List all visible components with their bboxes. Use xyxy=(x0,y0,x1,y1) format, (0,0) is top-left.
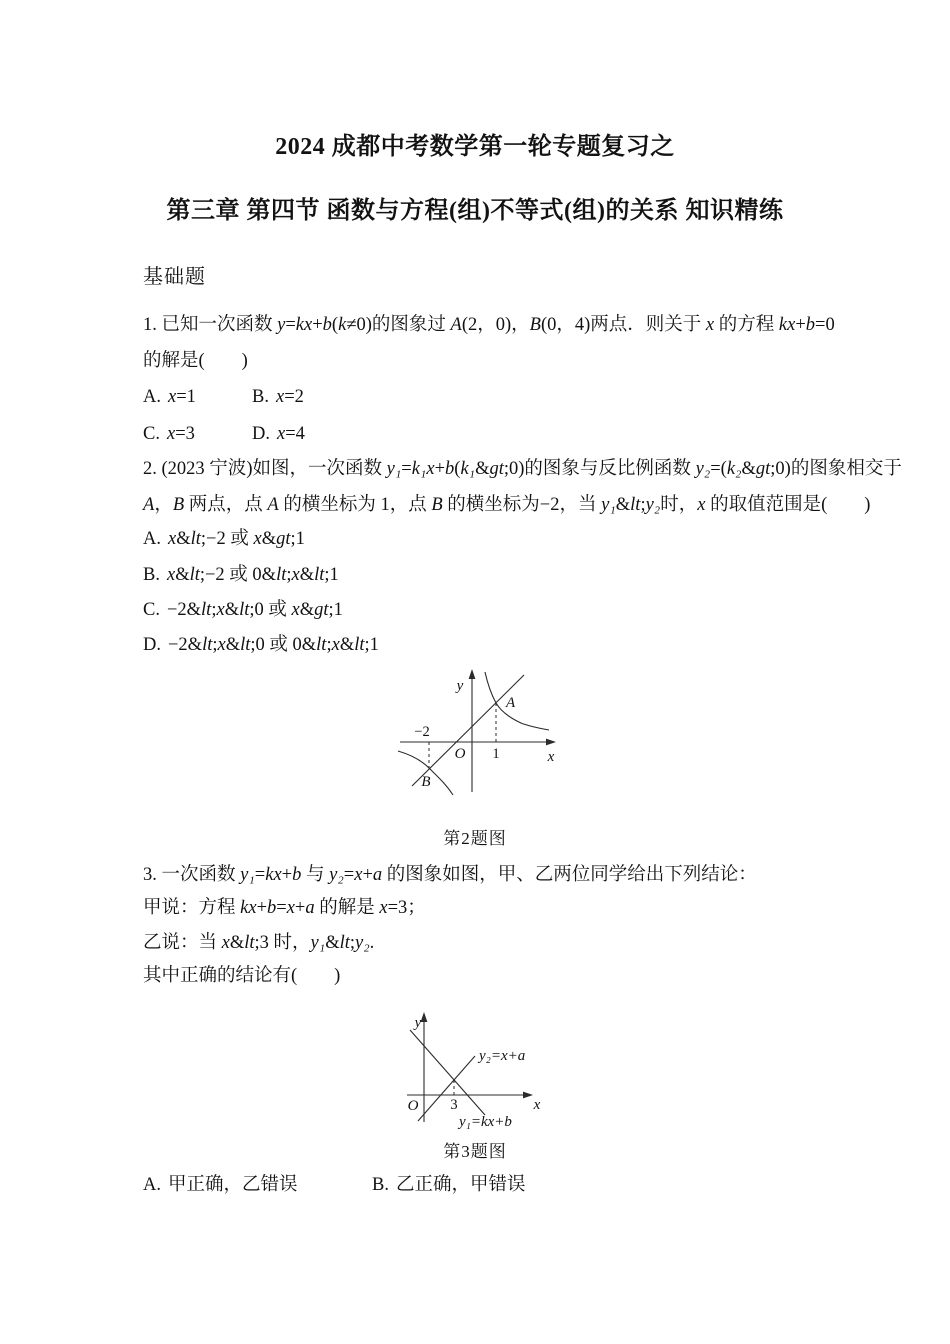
problem3-line4: 其中正确的结论有( ) xyxy=(143,966,341,986)
problem3-option-b xyxy=(372,1176,525,1195)
x-axis-arrow-icon xyxy=(546,739,556,746)
problem1-option-c xyxy=(143,425,195,444)
problem2-option-d xyxy=(143,636,379,655)
line-y2 xyxy=(418,1056,475,1121)
figure2-caption: 第2题图 xyxy=(443,829,507,848)
y-axis-arrow-icon xyxy=(469,669,476,679)
problem2-line2: A，B 两点，点 A 的横坐标为 1，点 B 的横坐标为−2，当 y₁&lt;y₂时，x 的取值范围是( ) xyxy=(143,495,871,515)
problem2-option-c xyxy=(143,601,343,620)
option-label: C. xyxy=(143,424,160,444)
option-label: B. xyxy=(252,387,269,407)
y-axis-label: y xyxy=(414,1015,422,1031)
option-label: C. xyxy=(143,600,160,620)
option-text: 甲正确，乙错误 xyxy=(168,1175,298,1195)
problem1-line2: 的解是( ) xyxy=(143,351,248,371)
tick-neg2: −2 xyxy=(414,724,430,740)
option-text: x&lt;−2 或 x&gt;1 xyxy=(168,529,305,549)
origin-label: O xyxy=(407,1098,419,1114)
x-axis-label: x xyxy=(533,1097,541,1113)
section-heading: 基础题 xyxy=(143,266,206,288)
option-text: x&lt;−2 或 0&lt;x&lt;1 xyxy=(166,565,339,585)
point-a-label: A xyxy=(506,695,516,711)
figure3-caption: 第3题图 xyxy=(443,1142,507,1161)
tick-3: 3 xyxy=(450,1097,458,1113)
option-text: x=3 xyxy=(166,424,195,444)
option-label: D. xyxy=(252,424,270,444)
option-text: 乙正确，甲错误 xyxy=(395,1175,526,1195)
problem2-option-a xyxy=(143,530,305,549)
problem2-number: 2. (2023 xyxy=(143,459,210,479)
problem2-source: 宁波 xyxy=(209,457,247,478)
problem2-line1-rest: )如图，一次函数 y₁=k₁x+b(k₁&gt;0)的图象与反比例函数 y₂=(k₂&gt;0)的图象相交于 xyxy=(246,459,902,479)
page-title: 2024 成都中考数学第一轮专题复习之 xyxy=(275,134,675,160)
hyperbola-branch-q1 xyxy=(485,672,549,730)
option-text: x=4 xyxy=(277,424,305,444)
x-axis-label: x xyxy=(547,749,555,765)
tick-1: 1 xyxy=(492,746,500,762)
problem3-line3: 乙说：当 x&lt;3 时，y₁&lt;y₂. xyxy=(143,933,375,953)
problem1-line1: 1. 已知一次函数 y=kx+b(k≠0)的图象过 A(2，0)，B(0，4)两点．则关于 x 的方程 kx+b=0 xyxy=(143,315,835,335)
page-subtitle: 第三章 第四节 函数与方程(组)不等式(组)的关系 知识精练 xyxy=(166,198,784,224)
option-label: A. xyxy=(143,1175,161,1195)
problem1-option-d xyxy=(252,425,305,444)
problem2-line1 xyxy=(143,459,902,479)
y-axis-arrow-icon xyxy=(421,1012,428,1022)
option-label: B. xyxy=(143,565,160,585)
problem1-option-a xyxy=(143,388,196,407)
line-y2-label: y₂=x+a xyxy=(479,1048,526,1064)
figure-problem2 xyxy=(390,666,570,804)
option-text: −2&lt;x&lt;0 或 0&lt;x&lt;1 xyxy=(168,635,379,655)
problem1-option-b xyxy=(252,388,304,407)
option-text: −2&lt;x&lt;0 或 x&gt;1 xyxy=(166,600,343,620)
option-label: D. xyxy=(143,635,161,655)
figure-problem3 xyxy=(397,1006,562,1141)
line-y1 xyxy=(407,1030,485,1115)
option-label: B. xyxy=(372,1175,389,1195)
option-label: A. xyxy=(143,387,161,407)
line-y1-label: y₁=kx+b xyxy=(459,1114,512,1130)
problem3-line2: 甲说：方程 kx+b=x+a 的解是 x=3； xyxy=(143,898,426,918)
point-b-label: B xyxy=(421,774,431,790)
origin-label: O xyxy=(454,746,466,762)
option-text: x=2 xyxy=(275,387,304,407)
problem2-option-b xyxy=(143,566,339,585)
problem3-line1: 3. 一次函数 y₁=kx+b 与 y₂=x+a 的图象如图，甲、乙两位同学给出下列结论： xyxy=(143,865,757,885)
option-label: A. xyxy=(143,529,161,549)
problem3-option-a xyxy=(143,1176,298,1195)
y-axis-label: y xyxy=(456,678,464,694)
x-axis-arrow-icon xyxy=(523,1092,533,1099)
option-text: x=1 xyxy=(168,387,196,407)
